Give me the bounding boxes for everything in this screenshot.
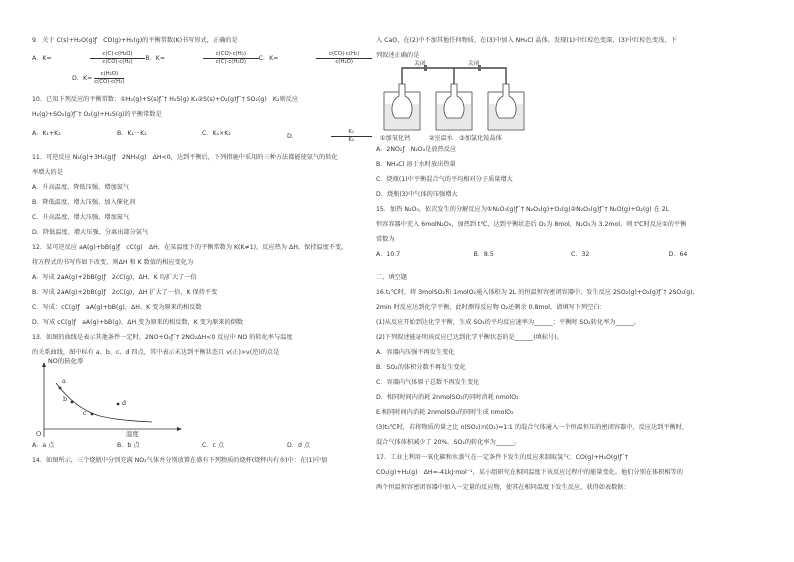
q9-option-b-label: B．K= xyxy=(145,54,166,62)
q13-options xyxy=(32,441,372,450)
q11-option-a: A．升高温度、降低压强、增加氮气 xyxy=(32,184,130,191)
q13-label-b: b xyxy=(63,395,68,403)
question-9 xyxy=(32,36,372,85)
q9-option-d-num: c(H₂O) xyxy=(94,71,124,79)
q14-option-b: B．NH₄Cl 溶于水时放出热量 xyxy=(376,161,456,168)
q16-line5: (3)t₂℃时，若将物质的量之比 n(SO₂)∶n(O₂)=1∶1 的混合气体通入一个恒温恒压的密闭容器中，反应达到平衡时， xyxy=(376,424,689,431)
q13-option-d: D．d 点 xyxy=(287,442,311,449)
q13-y-label: NO的转化率 xyxy=(48,357,84,365)
q15-option-d: D．64 xyxy=(668,251,688,258)
q12-option-d: D．写成 cC(g)ƒ aA(g)+bB(g)，ΔH 变为原来的相反数，K 变为原来的倒数 xyxy=(32,319,244,326)
q13-option-a: A．a 点 xyxy=(32,442,55,449)
section-2-heading: 二、填空题 xyxy=(376,274,407,281)
q13-line1: 13．如图的曲线是表示其他条件一定时，2NO+O₂ƒ¯† 2NO₂ΔH<0 反应中 NO 的转化率与温度 xyxy=(32,334,293,341)
q10-option-c: C．K₁×K₂ xyxy=(202,130,231,137)
q9-option-c-label: C．K= xyxy=(258,54,279,62)
q14-option-a: A．2NO₂ƒ N₂O₄是放热反应 xyxy=(376,146,457,153)
q9-option-c xyxy=(259,51,372,65)
q17-line2: CO₂(g)+H₂(g) ΔH=-41kJ·mol⁻¹，某小组研究在相同温度下该反应过程中的能量变化。他们分别在体积相等的 xyxy=(376,469,683,476)
q16-line1: 16.t₁℃时，将 3molSO₂和 1molO₂通入体积为 2L 的恒温恒容密闭容器中，发生反应 2SO₂(g)+O₂(g)ƒ¯† 2SO₃(g)， xyxy=(376,289,699,296)
q14-cont-line1: 入 CaO，在(2)中不加其他任何物质，在(3)中加入 NH₄Cl 晶体，发现(1)中红棕色变深，(3)中红棕色变浅，下 xyxy=(376,37,677,44)
q10-option-d xyxy=(287,129,372,143)
q14-apparatus xyxy=(380,62,530,134)
q15-line1: 15．加热 N₂O₅，依次发生的分解反应为①N₂O₅(g)ƒ¯† N₂O₃(g)+O₂(g)②N₂O₃(g)ƒ¯† N₂O(g)+O₂(g) 在 2L xyxy=(376,206,670,213)
q12-line2: 将方程式的书写作如下改变，则ΔH 和 K 数值的相应变化为 xyxy=(32,259,194,266)
q11-option-d: D．降低温度、增大压强、分离出部分氨气 xyxy=(32,229,149,236)
question-14-start xyxy=(32,456,372,465)
q13-line2: 的关系曲线，图中标有 a、b、c、d 四点，其中表示未达到平衡状态且 v(正)>v(逆)的点是 xyxy=(32,349,280,356)
q11-option-b: B．降低温度、增大压强、加入催化剂 xyxy=(32,199,136,206)
q13-option-b: B．b 点 xyxy=(117,442,140,449)
q16-option-c: C．容器内气体原子总数不再发生变化 xyxy=(376,379,480,386)
q12-option-a: A．写成 2aA(g)+2bB(g)ƒ 2cC(g)，ΔH、K 均扩大了一倍 xyxy=(32,274,197,281)
q14-line1: 14．如图所示，三个烧瓶中分别充满 NO₂气体并分别放置在盛有下列物质的烧杯(烧杯内有水)中：在(1)中加 xyxy=(32,457,328,464)
q9-option-a-num: c(C)·c(H₂O) xyxy=(90,51,146,59)
q16-line3: (1)从反应开始到达化学平衡，生成 SO₃的平均反应速率为______；平衡时 SO₂转化率为______。 xyxy=(376,319,641,326)
q14-flask-1 xyxy=(392,84,412,118)
q15-line3: 常数为 xyxy=(376,236,395,243)
q15-option-b: B．8.5 xyxy=(473,251,494,258)
q14-clamp-label-right: 关闭 xyxy=(468,61,480,67)
q9-options xyxy=(32,51,372,65)
q14-cont-line2: 列叙述正确的是 xyxy=(376,52,420,59)
q13-label-d: d xyxy=(122,399,127,407)
q14-beaker-labels: ①加氧化钙 ②室温水 ③加氯化铵晶体 xyxy=(380,135,502,142)
q13-point-b xyxy=(71,401,74,404)
q10-options xyxy=(32,129,372,143)
right-column xyxy=(376,36,766,492)
q14-option-c: C．烧瓶(1)中平衡混合气的平均相对分子质量增大 xyxy=(376,176,513,183)
q13-curve xyxy=(56,383,152,422)
q13-origin: O xyxy=(36,430,42,438)
q10-option-b: B．K₁－K₂ xyxy=(117,130,147,137)
q9-stem: 9．关于 C(s)+H₂O(g)ƒ CO(g)+H₂(g)的平衡常数(K)书写形式，正确的是 xyxy=(32,37,238,44)
q16-option-a: A．容器内压强不再发生变化 xyxy=(376,349,455,356)
q9-option-c-num: c(CO)·c(H₂) xyxy=(316,51,372,59)
q10-line1: 10．已知下列反应的平衡常数：①H₂(g)+S(s)ƒ¯† H₂S(g) K₁②S(s)+O₂(g)ƒ¯† SO₂(g) K₂则反应 xyxy=(32,96,299,103)
q14-flask-3 xyxy=(496,84,516,118)
q10-option-a: A．K₁+K₂ xyxy=(32,130,61,137)
q9-option-b-den: c(C)·c(H₂O) xyxy=(215,58,246,65)
q9-option-a xyxy=(32,51,145,65)
q13-x-arrow xyxy=(177,427,182,431)
q16-option-e: E.相同时间内消耗 2nmolSO₂的同时生成 nmolO₂ xyxy=(376,409,514,416)
q10-option-d-label: D． xyxy=(287,132,298,140)
question-12 xyxy=(32,243,372,327)
q10-option-d-num: K₁ xyxy=(331,129,373,137)
q13-graph xyxy=(34,359,184,439)
q13-point-c xyxy=(91,413,94,416)
left-column xyxy=(32,36,372,465)
q15-options xyxy=(376,250,766,259)
q9-option-c-den: c(H₂O) xyxy=(335,58,353,65)
q13-y-arrow xyxy=(42,362,46,367)
question-16 xyxy=(376,288,766,447)
q12-line1: 12．某可逆反应 aA(g)+bB(g)ƒ cC(g) ΔH，在某温度下的平衡常数为 K(K≠1)，反应热为 ΔH。保持温度不变， xyxy=(32,244,348,251)
q12-option-c: C．写成：cC(g)ƒ aA(g)+bB(g)，ΔH、K 变为原来的相反数 xyxy=(32,304,202,311)
question-13 xyxy=(32,333,372,450)
q13-label-a: a xyxy=(62,377,66,385)
q13-point-a xyxy=(59,387,62,390)
question-15 xyxy=(376,205,766,259)
q16-line4: (2)下列叙述能证明该反应已达到化学平衡状态的是______(填标号)。 xyxy=(376,334,563,341)
question-17 xyxy=(376,453,766,492)
q17-line1: 17．工业上利用一氧化碳和水蒸气在一定条件下发生的反应来制取氢气：CO(g)+H₂O(g)ƒ¯† xyxy=(376,454,628,461)
q16-option-d: D．相同时间内消耗 2nmolSO₂的同时消耗 nmolO₂ xyxy=(376,394,519,401)
q14-flask-2 xyxy=(444,84,464,118)
q14-option-d: D．烧瓶(3)中气体的压强增大 xyxy=(376,191,458,198)
q16-option-b: B．SO₂的体积分数不再发生变化 xyxy=(376,364,466,371)
question-10 xyxy=(32,95,372,143)
q15-option-c: C．32 xyxy=(571,251,590,258)
q13-point-d xyxy=(117,403,120,406)
q10-line2: H₂(g)+SO₂(g)ƒ¯† O₂(g)+H₂S(g)的平衡常数是 xyxy=(32,111,162,118)
q14-clamp-label-left: 关闭 xyxy=(414,61,426,67)
q17-line3: 两个恒温恒容密闭容器中加入一定量的反应物，使其在相同温度下发生反应，获得如表数据： xyxy=(376,484,630,491)
q13-x-label: 温度 xyxy=(126,430,139,438)
q9-option-d-den: c(CO)·c(H₂) xyxy=(94,78,125,85)
q11-option-c: C．升高温度、增大压强、增加氮气 xyxy=(32,214,130,221)
question-11 xyxy=(32,153,372,237)
q9-option-b-num: c(CO)·c(H₂) xyxy=(203,51,259,59)
q11-line1: 11．可逆反应 N₂(g)+3H₂(g)ƒ 2NH₃(g) ΔH<0，达到平衡后，下列措施中采用的三种方法都能使氨气的转化 xyxy=(32,154,338,161)
q9-option-d xyxy=(72,71,372,85)
q9-option-a-label: A．K= xyxy=(32,54,52,62)
q9-option-a-den: c(CO)·c(H₂) xyxy=(102,58,133,65)
q9-option-b xyxy=(145,51,258,65)
q16-line6: 混合气体体积减少了 20%。SO₂的转化率为______。 xyxy=(376,439,521,446)
q11-line2: 率增大的是 xyxy=(32,169,63,176)
q12-option-b: B．写成 2aA(g)+2bB(g)ƒ 2cC(g)，ΔH 扩大了一倍，K 保持不变 xyxy=(32,289,218,296)
q16-line2: 2min 时反应达到化学平衡，此时测得反应物 O₂还剩余 0.8mol，请填写下列空白： xyxy=(376,304,606,311)
q13-option-c: C．c 点 xyxy=(202,442,225,449)
question-14-continued xyxy=(376,36,766,199)
q13-label-c: c xyxy=(83,409,87,417)
q15-line2: 恒容容器中充入 6molN₂O₅，加热到 t℃，达到平衡状态后 O₂为 8mol，N₂O₃为 3.2mol。则 t℃时反应①的平衡 xyxy=(376,221,687,228)
q15-option-a: A．10.7 xyxy=(376,251,401,258)
q10-option-d-den: K₂ xyxy=(348,136,355,143)
q9-option-d-label: D．K= xyxy=(72,74,93,82)
